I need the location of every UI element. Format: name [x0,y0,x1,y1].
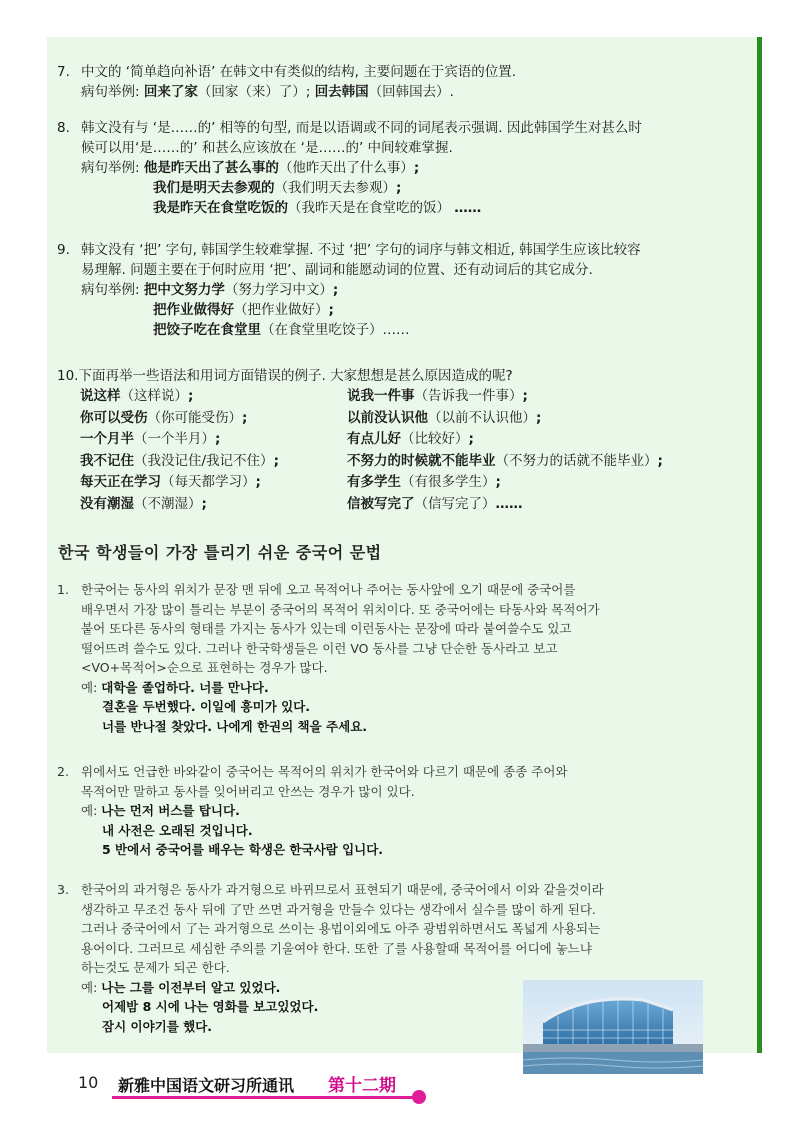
correct-gloss: （不潮湿） [134,495,202,512]
bold-example: 他是昨天出了甚么事的 [143,160,279,176]
correct-gloss: （每天都学习） [161,474,256,490]
text-line: 용어이다. 그러므로 세심한 주의를 기울여야 한다. 또한 了를 사용할때 목적어를 어디에 놓느냐 [81,940,592,956]
example-label: 예: [81,803,102,818]
item-number: 9. [57,242,70,258]
text-line [81,240,747,260]
text-segment: 病句举例: [81,282,144,298]
example-sentence: 나는 그를 이전부터 알고 있었다. [101,979,281,995]
example-sentence: 너를 반나절 찾았다. 나에게 한권의 책을 주세요. [102,718,368,734]
punctuation: ; [215,431,221,447]
text-line [81,62,747,82]
building-photo [523,980,703,1074]
example-sentence: 결혼을 두번했다. 이일에 흥미가 있다. [102,699,311,714]
wrong-sentence: 一个月半 [80,431,134,447]
correct-gloss: （以前不认识他） [428,409,536,426]
text-segment: 病句举例: [81,160,144,176]
correct-gloss: （不努力的话就不能毕业） [495,452,658,469]
item-number: 8. [57,120,70,136]
example-row [80,408,663,430]
example-row [80,451,663,473]
punctuation: ; [255,474,261,490]
text-line [81,280,747,300]
punctuation: …… [495,495,523,512]
example-line [81,678,747,698]
text-line: 그러나 중국어에서 了는 과거형으로 쓰이는 용법이외에도 아주 광범위하면서도 폭넓게 사용되는 [81,921,601,936]
text-segment: （他昨天出了什么事） [278,160,414,176]
example-line [81,697,747,717]
example-sentence: 잠시 이야기를 했다. [102,1018,213,1034]
example-row [80,494,663,516]
correct-gloss: （信写完了） [414,495,496,512]
text-line [81,178,747,198]
text-segment: （回家（来）了）; [197,84,315,100]
example-line [81,840,747,860]
example-cell [347,496,523,512]
text-line [81,260,747,280]
bold-example: 回去韩国 [314,84,369,100]
bold-example: ; [332,282,339,298]
korean-item-2 [57,762,747,860]
korean-item-1 [57,580,747,736]
example-label: 예: [81,979,102,995]
example-cell [80,494,347,516]
bold-example: 回来了家 [143,84,198,100]
item-10-intro-text: 10.下面再举一些语法和用词方面错误的例子. 大家想想是甚么原因造成的呢? [57,368,513,384]
example-cell [80,472,347,494]
correct-gloss: （这样说） [120,388,188,404]
punctuation: ; [201,495,207,512]
example-cell [80,451,347,473]
correct-gloss: （我没记住/我记不住） [134,452,274,469]
correct-gloss: （一个半月） [134,431,215,447]
text-line: 목적어만 말하고 동사를 잊어버리고 안쓰는 경우가 많이 있다. [81,783,415,799]
example-sentence: 어제밤 8 시에 나는 영화를 보고있었다. [102,999,319,1014]
text-line: 생각하고 무조건 동사 뒤에 了만 쓰면 과거형을 만들수 있다는 생각에서 실수를 많이 하게 된다. [81,901,596,917]
correct-gloss: （有很多学生） [401,474,496,490]
example-cell [347,388,528,404]
punctuation: ; [188,388,194,404]
punctuation: ; [273,452,279,469]
green-side-bar [757,37,762,1053]
bold-example: …… [454,200,482,216]
text-segment: （努力学习中文） [224,282,333,298]
punctuation: ; [468,431,474,447]
footer-dot [412,1090,426,1104]
wrong-sentence: 说我一件事 [347,388,415,404]
text-line: <VO+목적어>순으로 표현하는 경우가 많다. [81,660,328,675]
item-7 [57,62,747,102]
punctuation: ; [657,452,663,469]
example-row [80,386,663,408]
text-line [81,82,747,102]
text-segment: 韩文没有与 ‘是……的’ 相等的句型, 而是以语调或不同的词尾表示强调. 因此韩国学生对甚么时 [81,120,642,136]
bold-example: ; [328,302,334,318]
example-label: 예: [81,679,102,695]
text-segment: 中文的 ‘简单趋向补语’ 在韩文中有类似的结构, 主要问题在于宾语的位置. [81,64,517,80]
bold-example: 把中文努力学 [143,282,225,298]
text-line [81,138,747,158]
wrong-sentence: 我不记住 [80,452,134,469]
punctuation: ; [522,388,528,404]
example-row [80,429,663,451]
correct-gloss: （你可能受伤） [147,409,242,426]
wrong-sentence: 不努力的时候就不能毕业 [347,452,496,469]
newsletter-name: 新雅中国语文研习所通讯 [118,1076,295,1095]
wrong-sentence: 以前没认识他 [347,409,428,426]
text-segment: 韩文没有 ‘把’ 字句, 韩国学生较难掌握. 不过 ‘把’ 字句的词序与韩文相近, 韩国学生应该比较容 [81,242,641,258]
text-line [81,158,747,178]
text-segment: 病句举例: [81,84,144,100]
bold-example: ; [413,160,420,176]
text-segment: 候可以用‘是……的’ 和甚么应该放在 ‘是……的’ 中间较难掌握. [81,140,453,156]
text-line: 한국어는 동사의 위치가 문장 맨 뒤에 오고 목적어나 주어는 동사앞에 오기 때문에 중국어를 [81,582,576,597]
footer-rule [112,1096,420,1099]
example-line [81,801,747,821]
item-number: 3. [57,882,69,897]
bold-example: 我们是明天去参观的 [153,180,275,196]
korean-section-heading: 한국 학생들이 가장 틀리기 쉬운 중국어 문법 [58,543,382,562]
text-line: 한국어의 과거형은 동사가 과거형으로 바뀌므로서 표현되기 때문에, 중국어에서 이와 같을것이라 [81,882,604,897]
correct-gloss: （比较好） [401,431,469,447]
wrong-sentence: 信被写完了 [347,495,415,512]
example-cell [347,474,501,490]
text-segment: （把作业做好） [234,302,329,318]
example-line [81,821,747,841]
text-line: 떨어뜨려 쓸수도 있다. 그러나 한국학생들은 이런 VO 동사를 그냥 단순한 동사라고 보고 [81,640,558,656]
item-8 [57,118,747,218]
item-10-intro [57,366,747,386]
wrong-sentence: 每天正在学习 [80,474,161,490]
punctuation: ; [536,409,542,426]
example-line [81,717,747,737]
example-cell [80,386,347,408]
text-line: 붙어 또다른 동사의 형태를 가지는 동사가 있는데 이런동사는 문장에 따라 붙여쓸수도 있고 [81,621,572,636]
bold-example: ; [396,180,402,196]
example-cell [80,408,347,430]
text-line [81,300,747,320]
text-line [81,320,747,340]
wrong-sentence: 有点儿好 [347,431,401,447]
item-9 [57,240,747,340]
example-cell [347,431,474,447]
issue-number: 第十二期 [328,1076,396,1096]
example-sentence: 대학을 졸업하다. 너를 만나다. [101,679,269,695]
wrong-sentence: 你可以受伤 [80,409,148,426]
punctuation: ; [495,474,501,490]
bold-example: 把作业做得好 [153,302,234,318]
example-sentence: 내 사전은 오래된 것입니다. [102,822,253,838]
example-sentence: 5 반에서 중국어를 배우는 학생은 한국사람 입니다. [102,842,384,857]
example-sentence: 나는 먼저 버스를 탑니다. [101,803,240,818]
text-line: 배우면서 가장 많이 틀리는 부분이 중국어의 목적어 위치이다. 또 중국어에는 타동사와 목적어가 [81,601,600,617]
example-row [80,472,663,494]
punctuation: ; [242,409,248,426]
correct-gloss: （告诉我一件事） [414,388,523,404]
wrong-sentence: 有多学生 [347,474,401,490]
text-segment: （我们明天去参观） [274,180,396,196]
text-line [81,118,747,138]
example-cell [347,453,663,469]
wrong-sentence: 没有潮湿 [80,495,134,512]
item-number: 1. [57,582,69,597]
example-cell [80,429,347,451]
example-cell [347,410,541,426]
text-line: 위에서도 언급한 바와같이 중국어는 목적어의 위치가 한국어와 다르기 때문에 종종 주어와 [81,764,568,779]
item-number: 7. [57,64,70,80]
wrong-sentence: 说这样 [80,388,121,404]
item-10-examples [80,386,663,515]
bold-example: 把饺子吃在食堂里 [153,322,261,338]
page-number: 10 [78,1073,99,1092]
text-line [81,198,747,218]
item-number: 2. [57,764,69,779]
text-segment: 易理解. 问题主要在于何时应用 ‘把’、副词和能愿动词的位置、还有动词后的其它成分. [81,262,593,278]
text-segment: （在食堂里吃饺子）…… [261,322,410,338]
text-segment: （回韩国去）. [368,84,454,100]
text-line: 하는것도 문제가 되곤 한다. [81,960,230,975]
bold-example: 我是昨天在食堂吃饭的 [153,200,288,216]
text-segment: （我昨天是在食堂吃的饭） [288,200,455,216]
